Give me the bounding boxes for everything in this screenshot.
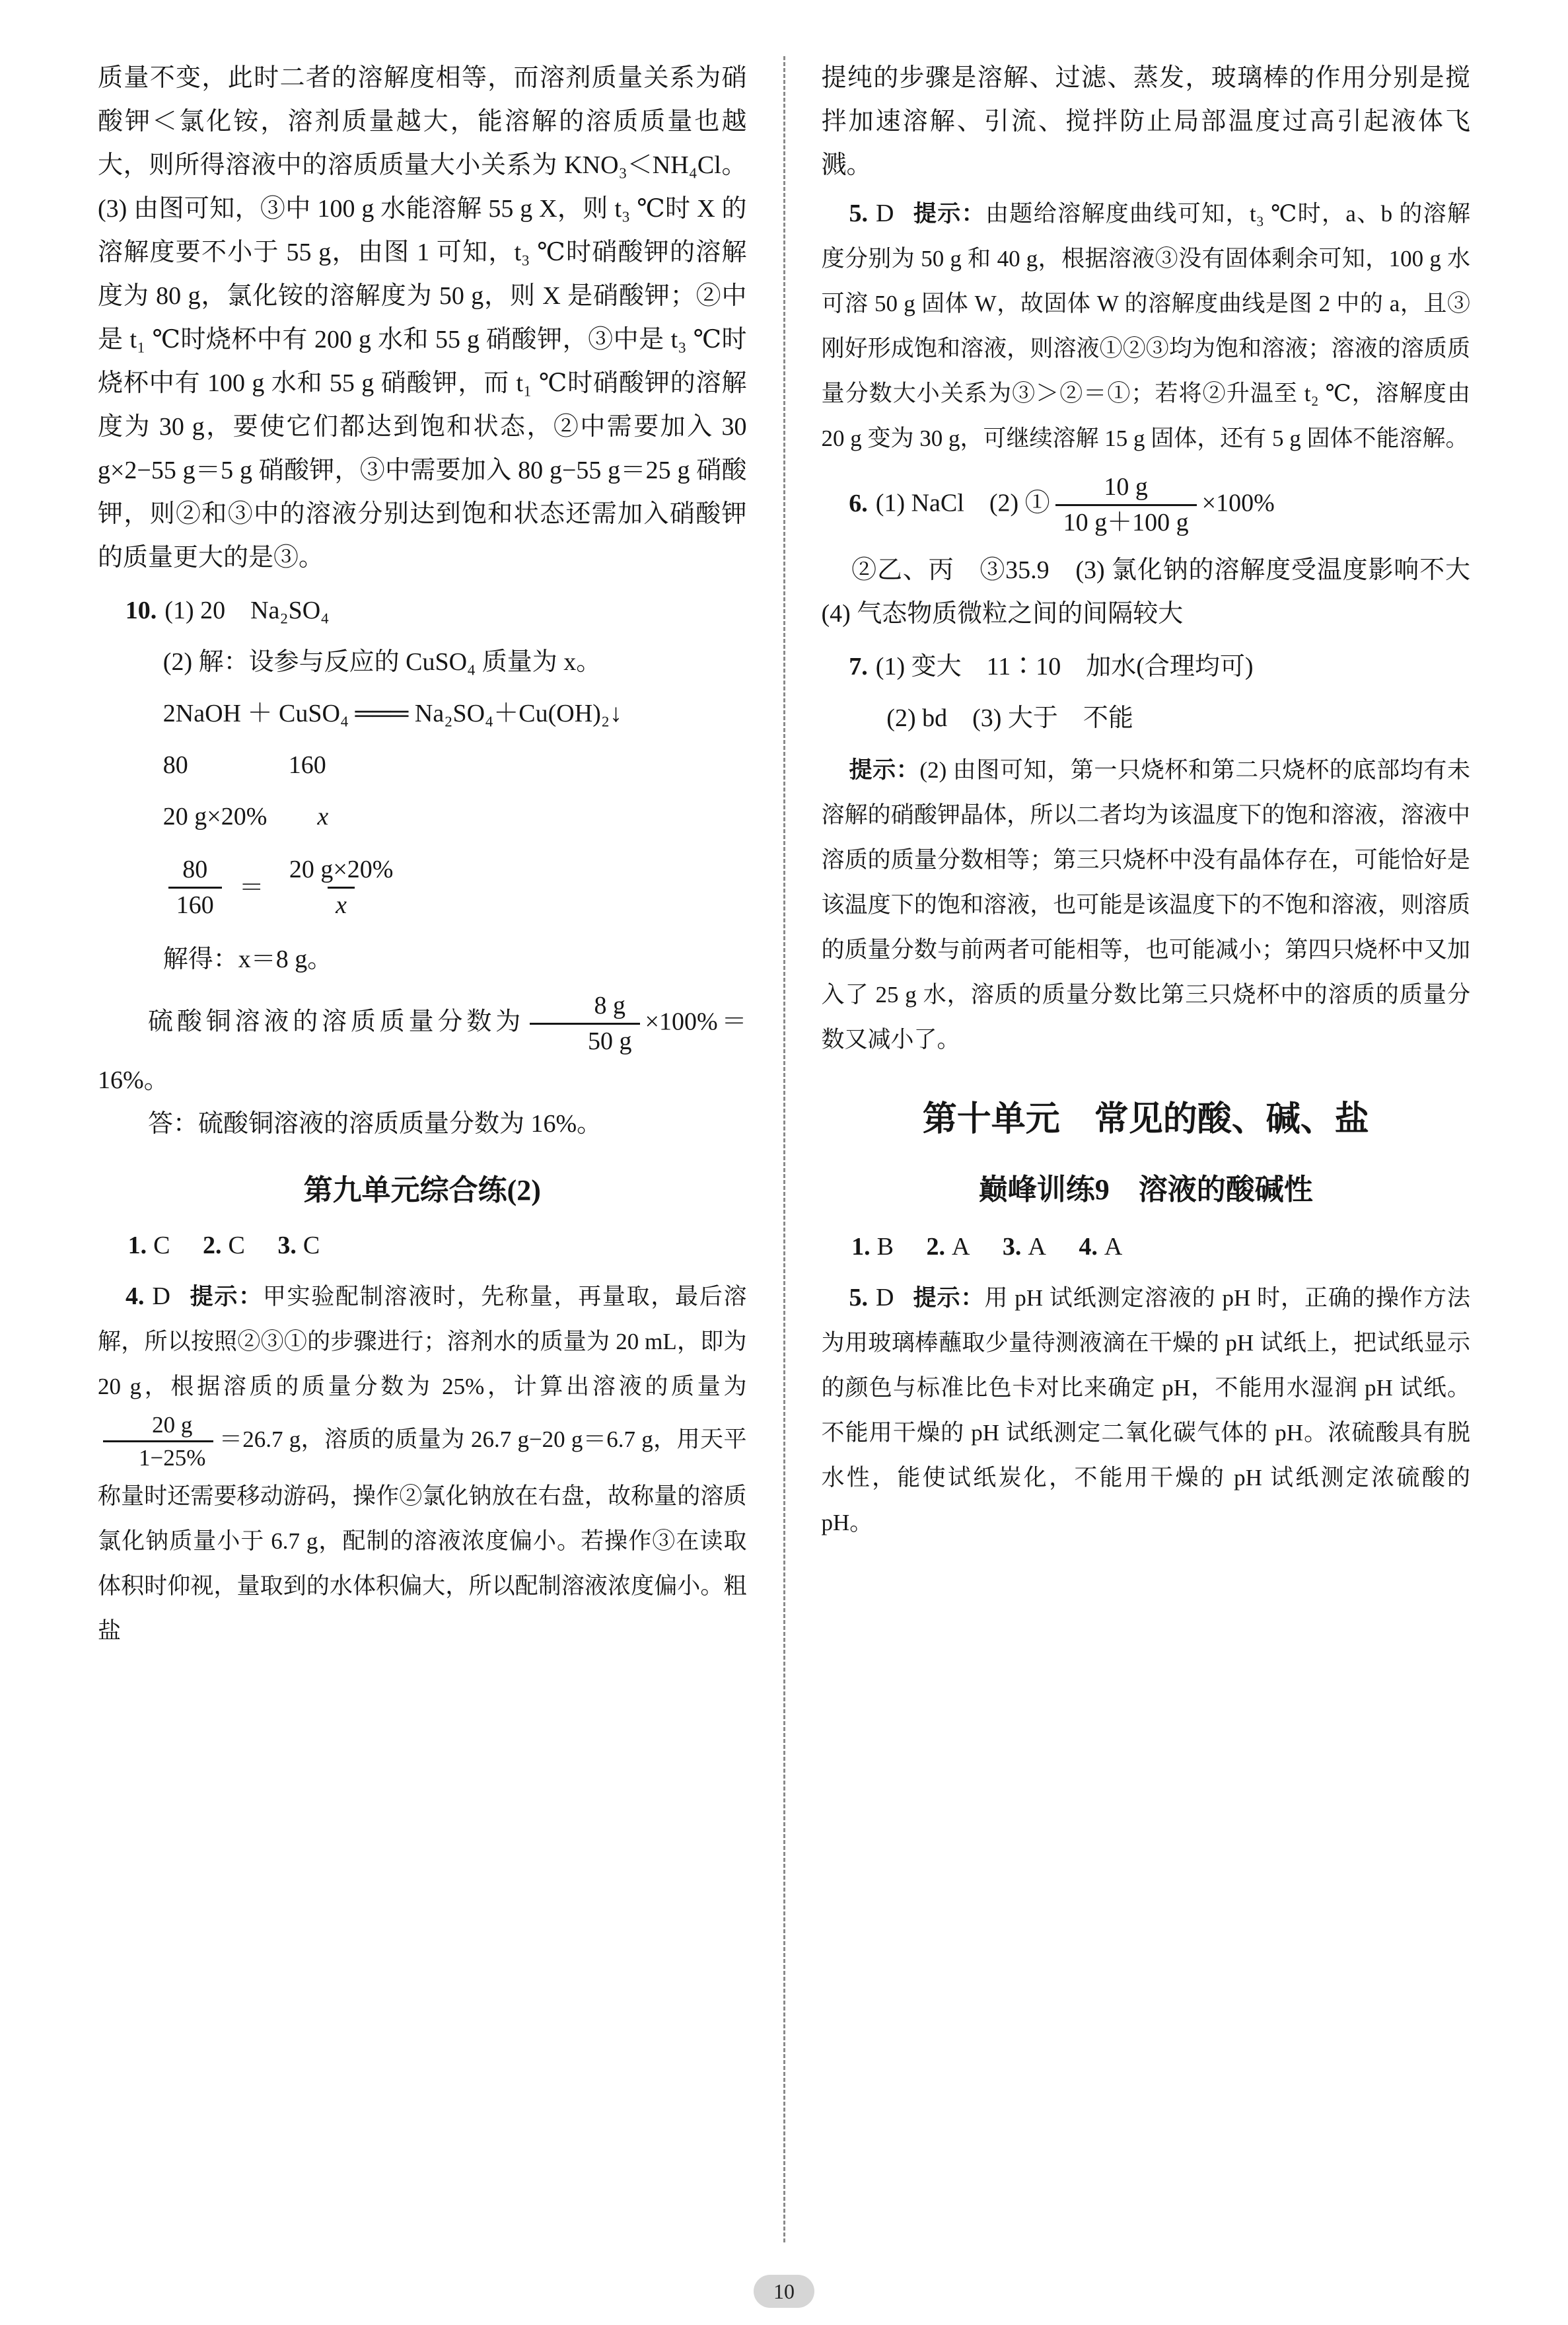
question-number: 4. xyxy=(125,1282,145,1311)
answer-letter: A xyxy=(1028,1232,1046,1261)
hint-label: 提示： xyxy=(912,1284,985,1311)
given-values-text: 20 g×20% xyxy=(162,803,318,830)
answer-item xyxy=(1003,1233,1046,1261)
hint-text: 由题给溶解度曲线可知，t₃ ℃时，a、b 的溶解度分别为 50 g 和 40 g，根据溶液③没有固体剩余可知，100 g 水可溶 50 g 固体 W，故固体 W 的溶解度曲线是图 2 中的 a，且③刚好形成饱和溶液，则溶液①②③均为饱和溶液；溶液的溶质质量分数大小关系为③＞②＝①；若将②升温至 t₂ ℃，溶解度由 20 g 变为 30 g，可继续溶解 15 g 固体，还有 5 g 固体不能溶解。 xyxy=(821,201,1470,451)
answer-number: 1. xyxy=(851,1232,871,1261)
chemical-equation: 2NaOH ＋ CuSO₄ ═══ Na₂SO₄＋Cu(OH)₂↓ xyxy=(162,700,623,727)
answer-number: 4. xyxy=(1079,1232,1098,1261)
answer-letter: D xyxy=(876,1283,894,1311)
hint-text-after: ＝26.7 g，溶质的质量为 26.7 g−20 g＝6.7 g，用天平称量时还需要移动游码，操作②氯化钠放在右盘，故称量的溶质氯化钠质量小于 6.7 g，配制的溶液浓度偏小。若操作③在读取体积时仰视，量取到的水体积偏大，所以配制溶液浓度偏小。粗盐 xyxy=(98,1426,747,1644)
training-9-title: 巅峰训练9 溶液的酸碱性 xyxy=(978,1173,1313,1206)
two-column-layout xyxy=(98,56,1496,2242)
answer-letter: C xyxy=(303,1232,320,1260)
page-number-badge xyxy=(754,2275,814,2308)
answer-letter: D xyxy=(876,200,894,227)
fraction-numerator: 8 g xyxy=(594,991,626,1019)
fraction-numerator: 20 g xyxy=(152,1412,193,1438)
q6-post-text: ×100% xyxy=(1201,489,1275,517)
question-number: 6. xyxy=(849,489,868,517)
question-number: 5. xyxy=(849,1283,868,1311)
right-column xyxy=(785,56,1496,2242)
fraction-numerator: 10 g xyxy=(1104,473,1148,501)
answer-item xyxy=(203,1232,245,1259)
answer-number: 2. xyxy=(202,1232,222,1260)
question-7-hint xyxy=(822,748,1471,1062)
question-7-answer xyxy=(822,645,1471,1062)
inline-fraction xyxy=(103,1409,213,1474)
hint-label: 提示： xyxy=(188,1284,263,1310)
continued-purification-paragraph: 提纯的步骤是溶解、过滤、蒸发，玻璃棒的作用分别是搅拌加速溶解、引流、搅拌防止局部温度过高引起液体飞溅。 xyxy=(821,64,1470,179)
given-values-line xyxy=(98,795,747,838)
q10-answer-part1 xyxy=(98,589,747,632)
equals-sign: ＝ xyxy=(238,873,264,902)
question-6-answer xyxy=(821,470,1496,636)
answer-letter: B xyxy=(876,1232,894,1261)
q6-pre-text: (1) NaCl (2) ① xyxy=(875,489,1050,517)
page-number: 10 xyxy=(773,2279,795,2303)
question-number: 7. xyxy=(849,652,868,681)
question-number: 10. xyxy=(125,597,157,624)
answer-letter: C xyxy=(228,1232,245,1260)
q6-line2: ②乙、丙 ③35.9 (3) 氯化钠的溶解度受温度影响不大 (4) 气态物质微粒之间的间隔较大 xyxy=(821,556,1496,628)
calc-text-before: 硫酸铜溶液的溶质质量分数为 xyxy=(148,1008,525,1036)
hint-text: (2) 由图可知，第一只烧杯和第二只烧杯的底部均有未溶解的硝酸钾晶体，所以二者均为该温度下的饱和溶液，溶液中溶质的质量分数相等；第三只烧杯中没有晶体存在，可能恰好是该温度下的饱和溶液，也可能是该温度下的不饱和溶液，则溶质的质量分数与前两者可能相等，也可能减小；第四只烧杯中又加入了 25 g 水，溶质的质量分数比第三只烧杯中的溶质的质量分数又减小了。 xyxy=(821,757,1470,1052)
q7-line1-text: (1) 变大 11∶10 加水(合理均可) xyxy=(875,652,1254,681)
question-4-explanation xyxy=(98,1274,747,1654)
answer-item xyxy=(128,1232,170,1259)
concentration-calculation xyxy=(98,989,747,1103)
final-answer-line: 答：硫酸铜溶液的溶质质量分数为 16%。 xyxy=(148,1110,602,1138)
proportion-equation xyxy=(98,853,747,923)
answer-item xyxy=(851,1233,894,1261)
answer-number: 2. xyxy=(926,1232,945,1261)
fraction-numerator: 20 g×20% xyxy=(289,856,394,883)
fraction-denominator: 50 g xyxy=(530,1023,640,1058)
answer-item xyxy=(277,1232,320,1259)
solubility-fraction xyxy=(1055,470,1197,540)
answer-number: 1. xyxy=(127,1232,147,1260)
left-column xyxy=(98,56,783,2242)
fraction-denominator: x xyxy=(328,887,355,922)
q10-setup-line: (2) 解：设参与反应的 CuSO₄ 质量为 x。 xyxy=(162,648,602,676)
fraction-right xyxy=(281,853,402,923)
question-5-ph-explanation xyxy=(822,1275,1471,1545)
answer-letter: A xyxy=(1104,1232,1123,1261)
answers-row-1-3 xyxy=(98,1224,747,1267)
continued-explanation-paragraph: 质量不变，此时二者的溶解度相等，而溶剂质量关系为硝酸钾＜氯化铵，溶剂质量越大，能溶解的溶质质量也越大，则所得溶液中的溶质质量大小关系为 KNO₃＜NH₄Cl。(3) 由图可知，③中 100 g 水能溶解 55 g X，则 t₃ ℃时 X 的溶解度要不小于 55 g，由图 1 可知，t₃ ℃时硝酸钾的溶解度为 80 g，氯化铵的溶解度为 50 g，则 X 是硝酸钾；②中是 t₁ ℃时烧杯中有 200 g 水和 55 g 硝酸钾，③中是 t₃ ℃时烧杯中有 100 g 水和 55 g 硝酸钾，而 t₁ ℃时硝酸钾的溶解度为 30 g，要使它们都达到饱和状态，②中需要加入 30 g×2−55 g＝5 g 硝酸钾，③中需要加入 80 g−55 g＝25 g 硝酸钾，则②和③中的溶液分别达到饱和状态还需加入硝酸钾的质量更大的是③。 xyxy=(98,64,747,572)
q7-line1 xyxy=(822,645,1471,688)
unit-10-title: 第十单元 常见的酸、碱、盐 xyxy=(922,1100,1369,1138)
fraction-numerator: 80 xyxy=(182,856,208,883)
calc-text-after: ×100%＝16%。 xyxy=(98,1008,747,1095)
answers-row-1-4 xyxy=(822,1225,1471,1269)
answer-letter: A xyxy=(951,1232,970,1261)
unknown-variable: x xyxy=(317,803,329,830)
concentration-fraction xyxy=(530,989,640,1059)
hint-label: 提示： xyxy=(849,757,920,783)
fraction-denominator: 1−25% xyxy=(103,1440,213,1473)
fraction-denominator: 160 xyxy=(168,887,222,922)
answer-item xyxy=(1079,1233,1122,1261)
answer-letter: D xyxy=(152,1282,170,1311)
fraction-denominator: 10 g＋100 g xyxy=(1055,504,1197,540)
answer-number: 3. xyxy=(277,1232,297,1260)
section-heading-unit9: 第九单元综合练(2) xyxy=(303,1174,541,1207)
solve-result-line: 解得：x＝8 g。 xyxy=(162,945,333,973)
q10-part1-text: (1) 20 Na₂SO₄ xyxy=(164,597,330,624)
hint-label: 提示： xyxy=(912,201,985,227)
question-number: 5. xyxy=(849,200,868,227)
q6-line1 xyxy=(822,470,1471,540)
answer-number: 3. xyxy=(1002,1232,1022,1261)
hint-text-before: 甲实验配制溶液时，先称量，再量取，最后溶解，所以按照②③①的步骤进行；溶剂水的质量为 20 mL，即为 20 g，根据溶质的质量分数为 25%，计算出溶液的质量为 xyxy=(98,1284,747,1400)
hint-text: 用 pH 试纸测定溶液的 pH 时，正确的操作方法为用玻璃棒蘸取少量待测液滴在干燥的 pH 试纸上，把试纸显示的颜色与标准比色卡对比来确定 pH，不能用水湿润 pH 试纸。不能用干燥的 pH 试纸测定二氧化碳气体的 pH。浓硫酸具有脱水性，能使试纸炭化，不能用干燥的 pH 试纸测定浓硫酸的 pH。 xyxy=(821,1284,1470,1535)
question-10-solution xyxy=(98,589,747,1146)
fraction-left xyxy=(168,853,222,923)
answer-letter: C xyxy=(153,1232,170,1260)
molar-mass-line: 80 160 xyxy=(162,751,326,779)
answer-item xyxy=(926,1233,970,1261)
q7-line2: (2) bd (3) 大于 不能 xyxy=(886,704,1133,732)
question-5-explanation xyxy=(822,191,1471,461)
